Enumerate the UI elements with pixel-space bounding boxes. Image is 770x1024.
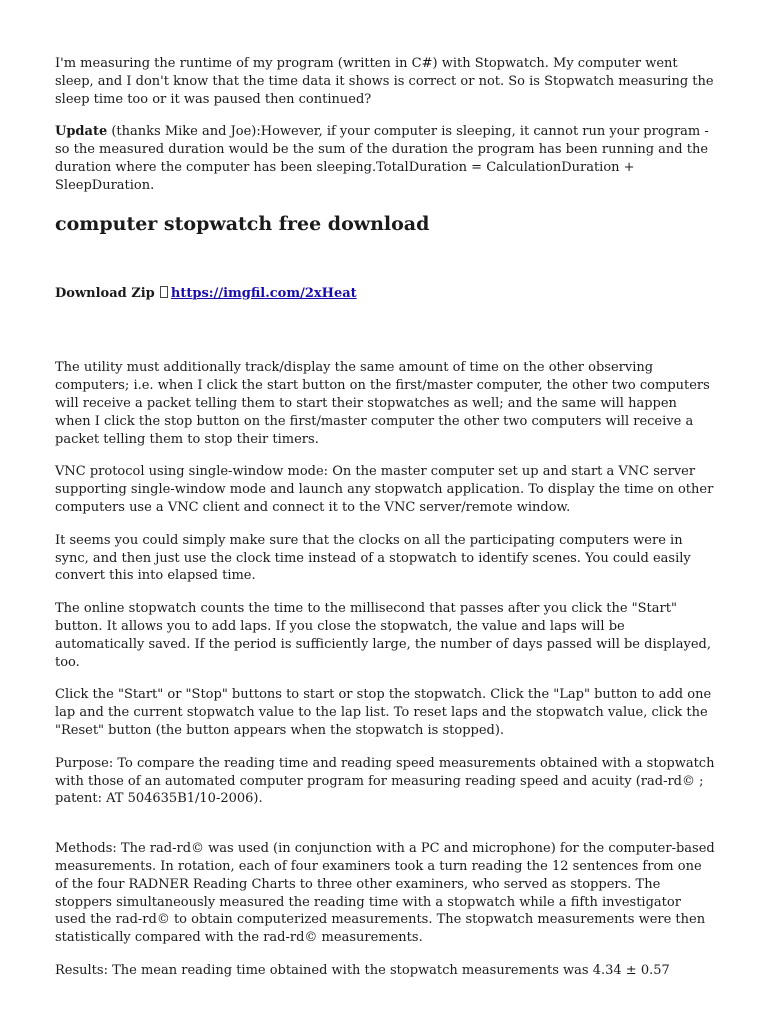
download-label: Download Zip [55,285,155,301]
page-heading: computer stopwatch free download [55,212,430,235]
paragraph-vnc: VNC protocol using single-window mode: On the master computer set up and start a VNC server supporting single-window mode and launch any stopwatch application. To display the time on other computers use a VNC client and connect it to the VNC server/remote window. [55,464,714,515]
paragraph-clocks: It seems you could simply make sure that the clocks on all the participating computers were in sync, and then just use the clock time instead of a stopwatch to identify scenes. You could easily convert this into elapsed time. [55,532,691,584]
paragraph-results: Results: The mean reading time obtained with the stopwatch measurements was 4.34 ± 0.57 [55,962,670,978]
document-page [55,55,715,980]
paragraph-sync-utility: The utility must additionally track/display the same amount of time on the other observing computers; i.e. when I click the start button on the first/master computer, the other two computers will receive a packet telling them to start their stopwatches as well; and the same will happen when I click the stop button on the first/master computer the other two computers will receive a packet telling them to stop their timers. [55,360,710,447]
paragraph-methods: Methods: The rad-rd© was used (in conjunction with a PC and microphone) for the computer-based measurements. In rotation, each of four examiners took a turn reading the 12 sentences from one of the four RADNER Reading Charts to three other examiners, who served as stoppers. The stoppers simultaneously measured the reading time with a stopwatch while a fifth investigator used the rad-rd© to obtain computerized measurements. The stopwatch measurements were then statistically compared with the rad-rd© measurements. [55,841,715,946]
question-paragraph: I'm measuring the runtime of my program (written in C#) with Stopwatch. My computer went sleep, and I don't know that the time data it shows is correct or not. So is Stopwatch measuring the sleep time too or it was paused then continued? [55,56,714,107]
update-text: (thanks Mike and Joe):However, if your computer is sleeping, it cannot run your program - so the measured duration would be the sum of the duration the program has been running and the duration where the computer has been sleeping.TotalDuration = CalculationDuration + SleepDuration. [55,124,709,193]
paragraph-online-stopwatch: The online stopwatch counts the time to the millisecond that passes after you click the "Start" button. It allows you to add laps. If you close the stopwatch, the value and laps will be automatically saved. If the period is sufficiently large, the number of days passed will be displayed, too. [55,601,711,670]
paragraph-buttons: Click the "Start" or "Stop" buttons to start or stop the stopwatch. Click the "Lap" button to add one lap and the current stopwatch value to the lap list. To reset laps and the stopwatch value, click the "Reset" button (the button appears when the stopwatch is stopped). [55,687,712,738]
download-line [55,285,715,303]
paragraph-purpose: Purpose: To compare the reading time and reading speed measurements obtained with a stopwatch with those of an automated computer program for measuring reading speed and acuity (rad-rd© ; patent: AT 504635B1/10-2006). [55,755,715,807]
download-link[interactable]: https://imgfil.com/2xHeat [170,285,357,301]
missing-glyph-icon [160,286,168,298]
update-label: Update [55,124,108,140]
update-paragraph [55,123,715,194]
